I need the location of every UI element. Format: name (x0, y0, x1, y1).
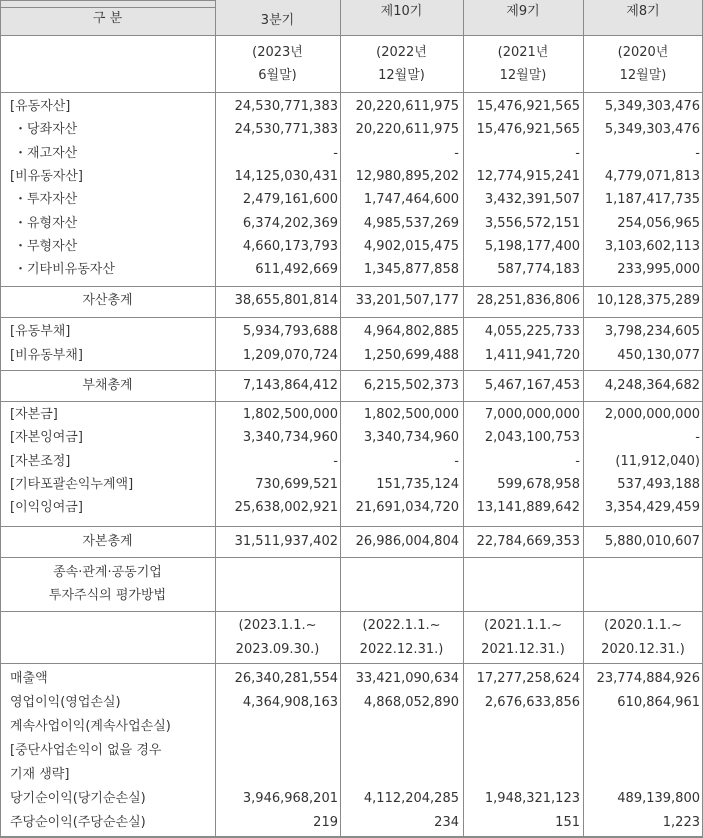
amount-cell: 4,779,071,813 (604, 168, 700, 184)
amount-cell: 6,215,502,373 (363, 378, 459, 393)
amount-cell: 1,747,464,600 (363, 192, 459, 208)
amount-cell: 4,902,015,475 (363, 238, 459, 254)
amount-cell: 537,493,188 (617, 476, 700, 492)
amount-cell: 233,995,000 (617, 262, 700, 278)
amount-cell: 234 (434, 815, 459, 830)
amount-cell: 12,774,915,241 (476, 168, 580, 184)
row-divider (0, 35, 703, 36)
period-date-label: 12월말) (378, 68, 425, 83)
account-label: [기타포괄손익누계액] (10, 476, 134, 492)
account-label: ・무형자산 (14, 238, 78, 254)
row-divider (0, 0, 215, 1)
fiscal-period-label: 2022.12.31.) (359, 642, 444, 657)
period-date-label: (2021년 (497, 45, 549, 60)
amount-cell: 5,934,793,688 (242, 324, 338, 339)
amount-cell: 587,774,183 (497, 262, 580, 278)
account-label: [유동자산] (10, 99, 71, 114)
amount-cell: 6,374,202,369 (242, 215, 338, 231)
income-item-label: 당기순이익(당기순손실) (10, 791, 146, 806)
amount-cell: - (454, 145, 459, 161)
amount-cell: 24,530,771,383 (234, 122, 338, 138)
total-label: 자산총계 (82, 293, 133, 308)
income-item-label: [중단사업손익이 없을 경우 (10, 743, 162, 758)
row-divider (0, 663, 703, 664)
account-label: ・재고자산 (14, 145, 78, 161)
amount-cell: 24,530,771,383 (234, 99, 338, 114)
amount-cell: 1,187,417,735 (604, 192, 700, 208)
amount-cell: - (695, 430, 700, 446)
amount-cell: 4,964,802,885 (363, 324, 459, 339)
amount-cell: (11,912,040) (615, 453, 700, 469)
amount-cell: - (575, 453, 580, 469)
fiscal-period-label: 2021.12.31.) (481, 642, 565, 657)
amount-cell: - (454, 453, 459, 469)
amount-cell: 1,948,321,123 (484, 791, 580, 806)
column-header-period: 제10기 (380, 4, 423, 19)
amount-cell: - (333, 453, 338, 469)
amount-cell: 13,141,889,642 (476, 500, 580, 516)
amount-cell: 31,511,937,402 (234, 534, 338, 549)
amount-cell: 5,349,303,476 (604, 99, 700, 114)
amount-cell: 1,802,500,000 (363, 407, 459, 422)
amount-cell: 23,774,884,926 (596, 671, 700, 686)
amount-cell: 2,479,161,600 (242, 192, 338, 208)
fiscal-period-label: (2020.1.1.~ (604, 618, 682, 633)
equity-method-label: 종속·관계·공동기업 (53, 565, 162, 580)
period-date-label: (2023년 (252, 45, 303, 60)
period-date-label: (2022년 (376, 45, 427, 60)
period-date-label: 12월말) (619, 68, 667, 83)
amount-cell: 5,467,167,453 (484, 378, 580, 393)
amount-cell: 26,986,004,804 (355, 534, 459, 549)
total-label: 부채총계 (82, 378, 133, 393)
amount-cell: 599,678,958 (497, 476, 580, 492)
income-item-label: 계속사업이익(계속사업손실) (10, 719, 171, 734)
account-label: [자본조정] (10, 453, 71, 469)
amount-cell: 4,248,364,682 (604, 378, 700, 393)
amount-cell: 7,143,864,412 (242, 378, 338, 393)
fiscal-period-label: 2023.09.30.) (235, 642, 320, 657)
amount-cell: 14,125,030,431 (234, 168, 338, 184)
amount-cell: 12,980,895,202 (355, 168, 459, 184)
amount-cell: 1,802,500,000 (242, 407, 338, 422)
period-date-label: (2020년 (617, 45, 669, 60)
amount-cell: 25,638,002,921 (234, 500, 338, 516)
amount-cell: 20,220,611,975 (355, 122, 459, 138)
amount-cell: 15,476,921,565 (476, 122, 580, 138)
income-item-label: 매출액 (10, 671, 48, 686)
amount-cell: 1,250,699,488 (363, 347, 459, 363)
amount-cell: 22,784,669,353 (476, 534, 580, 549)
amount-cell: 2,676,633,856 (484, 695, 580, 710)
column-header-period: 3분기 (260, 13, 295, 28)
column-header-gubun: 구 분 (92, 11, 123, 26)
amount-cell: 2,043,100,753 (484, 430, 580, 446)
amount-cell: 21,691,034,720 (355, 500, 459, 516)
amount-cell: 3,103,602,113 (604, 238, 700, 254)
amount-cell: 3,556,572,151 (484, 215, 580, 231)
amount-cell: - (695, 145, 700, 161)
fiscal-period-label: 2020.12.31.) (601, 642, 685, 657)
amount-cell: 38,655,801,814 (234, 293, 338, 308)
fiscal-period-label: (2022.1.1.~ (362, 618, 441, 633)
period-date-label: 6월말) (258, 68, 297, 83)
column-header-period: 제8기 (626, 4, 660, 19)
account-label: ・투자자산 (14, 192, 78, 208)
column-header-period: 제9기 (506, 4, 540, 19)
amount-cell: 3,340,734,960 (242, 430, 338, 446)
amount-cell: 28,251,836,806 (476, 293, 580, 308)
income-item-label: 주당순이익(주당순손실) (10, 815, 146, 830)
amount-cell: 151 (555, 815, 580, 830)
amount-cell: 3,432,391,507 (484, 192, 580, 208)
row-divider (0, 557, 703, 558)
amount-cell: 33,201,507,177 (355, 293, 459, 308)
amount-cell: 26,340,281,554 (234, 671, 338, 686)
amount-cell: 611,492,669 (255, 262, 338, 278)
account-label: [자본잉여금] (10, 430, 83, 446)
amount-cell: - (575, 145, 580, 161)
account-label: ・기타비유동자산 (14, 262, 115, 278)
equity-method-label: 투자주식의 평가방법 (48, 588, 167, 603)
row-divider (0, 611, 703, 612)
amount-cell: 219 (313, 815, 338, 830)
amount-cell: 4,055,225,733 (484, 324, 580, 339)
row-divider (0, 317, 703, 318)
amount-cell: 33,421,090,634 (355, 671, 459, 686)
row-divider (0, 401, 703, 402)
amount-cell: - (333, 145, 338, 161)
amount-cell: 20,220,611,975 (355, 99, 459, 114)
amount-cell: 3,946,968,201 (242, 791, 338, 806)
amount-cell: 2,000,000,000 (604, 407, 700, 422)
amount-cell: 3,340,734,960 (363, 430, 459, 446)
amount-cell: 3,798,234,605 (604, 324, 700, 339)
amount-cell: 5,349,303,476 (604, 122, 700, 138)
income-item-label: 영업이익(영업손실) (10, 695, 121, 710)
fiscal-period-label: (2023.1.1.~ (238, 618, 317, 633)
row-divider (0, 92, 703, 93)
account-label: ・당좌자산 (14, 122, 78, 138)
income-item-label: 기재 생략] (10, 767, 70, 782)
account-label: [비유동부채] (10, 347, 83, 363)
column-divider (0, 0, 1, 837)
amount-cell: 450,130,077 (617, 347, 700, 363)
amount-cell: 5,880,010,607 (604, 534, 700, 549)
account-label: [비유동자산] (10, 168, 83, 184)
row-divider (0, 370, 703, 371)
amount-cell: 5,198,177,400 (484, 238, 580, 254)
row-divider (0, 286, 703, 287)
amount-cell: 1,411,941,720 (484, 347, 580, 363)
amount-cell: 730,699,521 (255, 476, 338, 492)
amount-cell: 254,056,965 (617, 215, 700, 231)
amount-cell: 1,209,070,724 (242, 347, 338, 363)
amount-cell: 10,128,375,289 (596, 293, 700, 308)
amount-cell: 610,864,961 (617, 695, 700, 710)
amount-cell: 17,277,258,624 (476, 671, 580, 686)
amount-cell: 4,660,173,793 (242, 238, 338, 254)
amount-cell: 4,985,537,269 (363, 215, 459, 231)
amount-cell: 15,476,921,565 (476, 99, 580, 114)
account-label: [자본금] (10, 407, 58, 422)
amount-cell: 1,223 (662, 815, 700, 830)
amount-cell: 1,345,877,858 (363, 262, 459, 278)
amount-cell: 3,354,429,459 (604, 500, 700, 516)
row-divider (0, 526, 703, 527)
fiscal-period-label: (2021.1.1.~ (484, 618, 562, 633)
amount-cell: 489,139,800 (617, 791, 700, 806)
amount-cell: 4,364,908,163 (242, 695, 338, 710)
amount-cell: 151,735,124 (376, 476, 459, 492)
amount-cell: 7,000,000,000 (484, 407, 580, 422)
period-date-label: 12월말) (499, 68, 547, 83)
account-label: [이익잉여금] (10, 500, 83, 516)
amount-cell: 4,112,204,285 (363, 791, 459, 806)
total-label: 자본총계 (82, 534, 133, 549)
account-label: [유동부채] (10, 324, 71, 339)
account-label: ・유형자산 (14, 215, 78, 231)
amount-cell: 4,868,052,890 (363, 695, 459, 710)
